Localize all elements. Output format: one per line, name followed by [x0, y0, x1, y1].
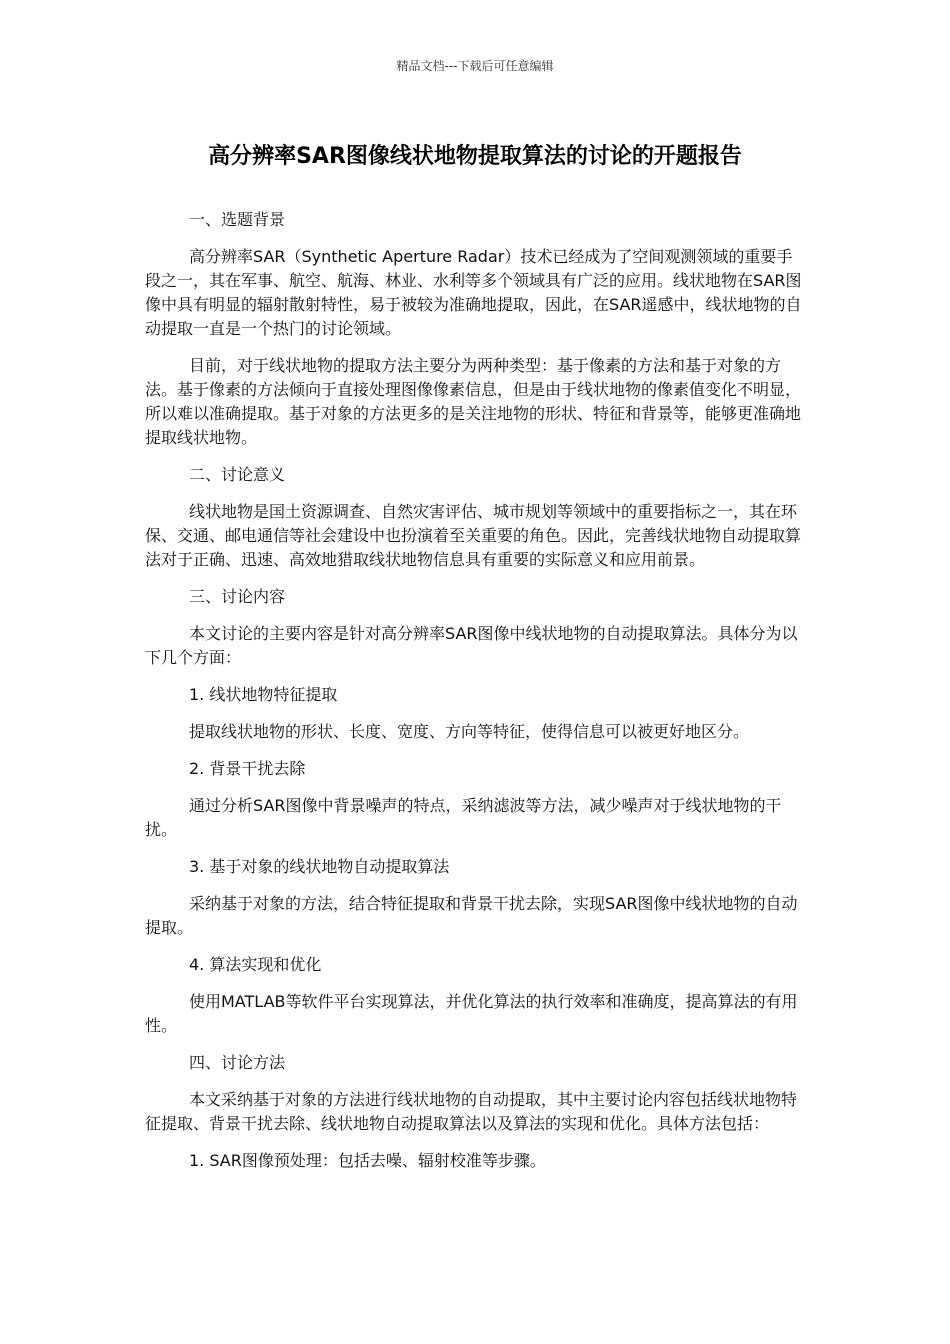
list-item-heading: 2. 背景干扰去除 — [189, 759, 306, 778]
paragraph: 采纳基于对象的方法，结合特征提取和背景干扰去除，实现SAR图像中线状地物的自动提取。 — [145, 894, 798, 937]
paragraph: 提取线状地物的形状、长度、宽度、方向等特征，使得信息可以被更好地区分。 — [189, 722, 750, 741]
paragraph: 本文采纳基于对象的方法进行线状地物的自动提取，其中主要讨论内容包括线状地物特征提取、背景干扰去除、线状地物自动提取算法以及算法的实现和优化。具体方法包括： — [145, 1090, 798, 1133]
list-item-heading: 3. 基于对象的线状地物自动提取算法 — [189, 857, 450, 876]
list-item-heading: 4. 算法实现和优化 — [189, 955, 322, 974]
paragraph: 本文讨论的主要内容是针对高分辨率SAR图像中线状地物的自动提取算法。具体分为以下几个方面： — [145, 624, 798, 667]
list-item: 1. SAR图像预处理：包括去噪、辐射校准等步骤。 — [189, 1151, 546, 1170]
paragraph: 使用MATLAB等软件平台实现算法，并优化算法的执行效率和准确度，提高算法的有用性。 — [145, 992, 798, 1035]
section-heading-content: 三、讨论内容 — [189, 587, 286, 606]
paragraph: 线状地物是国土资源调查、自然灾害评估、城市规划等领域中的重要指标之一，其在环保、交通、邮电通信等社会建设中也扮演着至关重要的角色。因此，完善线状地物自动提取算法对于正确、迅速、高效地猎取线状地物信息具有重要的实际意义和应用前景。 — [145, 502, 802, 569]
paragraph: 目前，对于线状地物的提取方法主要分为两种类型：基于像素的方法和基于对象的方法。基于像素的方法倾向于直接处理图像像素信息，但是由于线状地物的像素值变化不明显，所以难以准确提取。基于对象的方法更多的是关注地物的形状、特征和背景等，能够更准确地提取线状地物。 — [145, 356, 802, 447]
section-heading-method: 四、讨论方法 — [189, 1053, 286, 1072]
paragraph: 高分辨率SAR（Synthetic Aperture Radar）技术已经成为了空间观测领域的重要手段之一，其在军事、航空、航海、林业、水利等多个领域具有广泛的应用。线状地物在SAR图像中具有明显的辐射散射特性，易于被较为准确地提取，因此，在SAR遥感中，线状地物的自动提取一直是一个热门的讨论领域。 — [145, 247, 802, 338]
section-heading-background: 一、选题背景 — [189, 210, 286, 229]
list-item-heading: 1. 线状地物特征提取 — [189, 685, 338, 704]
page-header: 精品文档---下载后可任意编辑 — [396, 59, 554, 73]
section-heading-significance: 二、讨论意义 — [189, 465, 286, 484]
document-body — [145, 208, 807, 1186]
paragraph: 通过分析SAR图像中背景噪声的特点，采纳滤波等方法，减少噪声对于线状地物的干扰。 — [145, 796, 782, 839]
document-title: 高分辨率SAR图像线状地物提取算法的讨论的开题报告 — [208, 144, 742, 169]
